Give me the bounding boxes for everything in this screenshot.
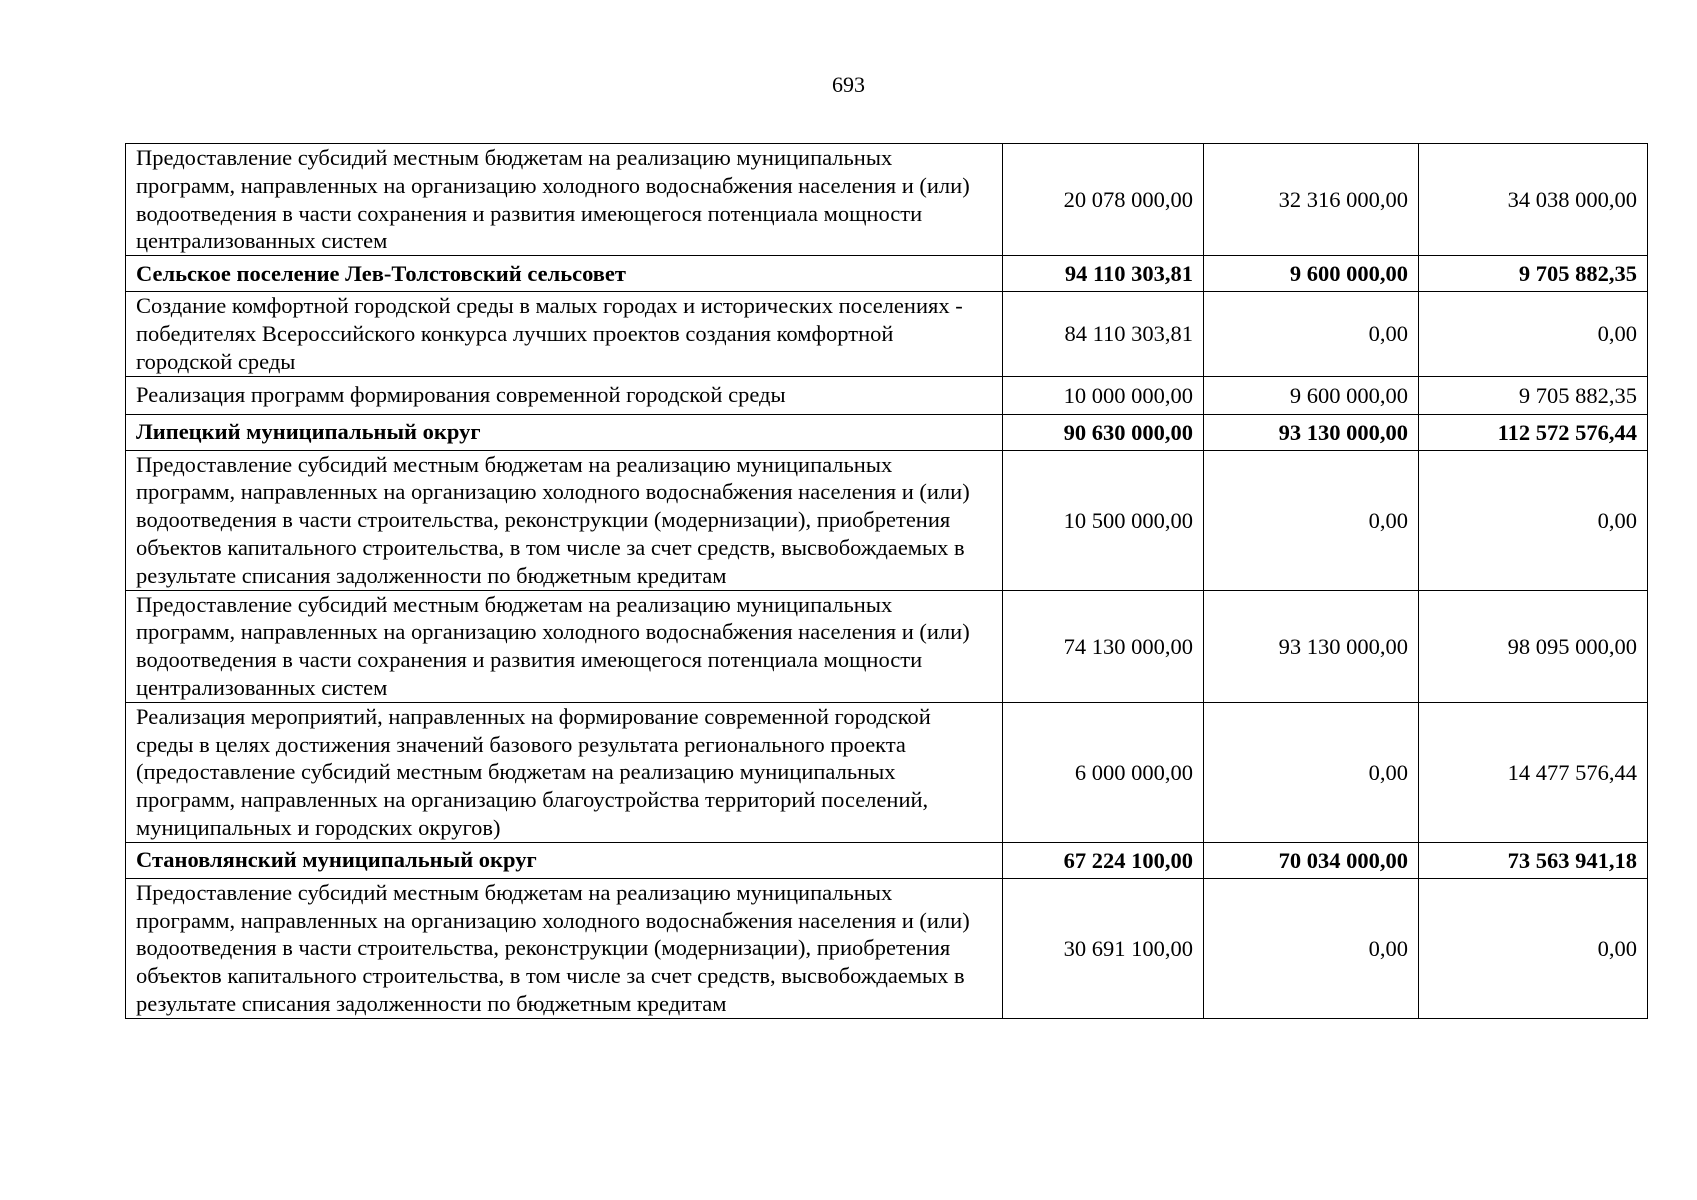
budget-table-body (126, 144, 1648, 1019)
row-value-3-cell: 0,00 (1419, 450, 1648, 590)
row-value-2-cell: 32 316 000,00 (1204, 144, 1419, 256)
row-value-2-cell: 0,00 (1204, 702, 1419, 842)
row-value-1-cell: 67 224 100,00 (1003, 842, 1204, 878)
row-name-cell: Предоставление субсидий местным бюджетам на реализацию муниципальных программ, направленных на организацию холодного водоснабжения населения и (или) водоотведения в части сохранения и развития имеющегося потенциала мощности централизованных систем (126, 144, 1003, 256)
budget-table (125, 143, 1648, 1019)
table-row (126, 376, 1648, 414)
table-row-total (126, 414, 1648, 450)
table-row (126, 590, 1648, 702)
row-name-cell: Предоставление субсидий местным бюджетам на реализацию муниципальных программ, направленных на организацию холодного водоснабжения населения и (или) водоотведения в части сохранения и развития имеющегося потенциала мощности централизованных систем (126, 590, 1003, 702)
table-row (126, 292, 1648, 376)
row-name-cell: Предоставление субсидий местным бюджетам на реализацию муниципальных программ, направленных на организацию холодного водоснабжения населения и (или) водоотведения в части строительства, реконструкции (модернизации), приобретения объектов капитального строительства, в том числе за счет средств, высвобождаемых в результате списания задолженности по бюджетным кредитам (126, 450, 1003, 590)
row-value-1-cell: 30 691 100,00 (1003, 878, 1204, 1018)
row-value-1-cell: 10 000 000,00 (1003, 376, 1204, 414)
table-row (126, 144, 1648, 256)
row-value-1-cell: 20 078 000,00 (1003, 144, 1204, 256)
row-value-2-cell: 0,00 (1204, 450, 1419, 590)
table-row-total (126, 256, 1648, 292)
row-value-3-cell: 14 477 576,44 (1419, 702, 1648, 842)
row-value-3-cell: 73 563 941,18 (1419, 842, 1648, 878)
page-number: 693 (832, 72, 865, 97)
row-value-1-cell: 94 110 303,81 (1003, 256, 1204, 292)
row-value-3-cell: 112 572 576,44 (1419, 414, 1648, 450)
row-name-cell: Сельское поселение Лев-Толстовский сельсовет (126, 256, 1003, 292)
row-name-cell: Становлянский муниципальный округ (126, 842, 1003, 878)
row-value-1-cell: 10 500 000,00 (1003, 450, 1204, 590)
row-value-2-cell: 93 130 000,00 (1204, 414, 1419, 450)
row-value-3-cell: 34 038 000,00 (1419, 144, 1648, 256)
row-name-cell: Создание комфортной городской среды в малых городах и исторических поселениях - победителях Всероссийского конкурса лучших проектов создания комфортной городской среды (126, 292, 1003, 376)
row-value-2-cell: 93 130 000,00 (1204, 590, 1419, 702)
row-value-3-cell: 9 705 882,35 (1419, 256, 1648, 292)
row-value-2-cell: 0,00 (1204, 878, 1419, 1018)
table-row (126, 702, 1648, 842)
row-name-cell: Предоставление субсидий местным бюджетам на реализацию муниципальных программ, направленных на организацию холодного водоснабжения населения и (или) водоотведения в части строительства, реконструкции (модернизации), приобретения объектов капитального строительства, в том числе за счет средств, высвобождаемых в результате списания задолженности по бюджетным кредитам (126, 878, 1003, 1018)
row-value-1-cell: 6 000 000,00 (1003, 702, 1204, 842)
table-row-total (126, 842, 1648, 878)
row-value-1-cell: 74 130 000,00 (1003, 590, 1204, 702)
row-value-2-cell: 9 600 000,00 (1204, 256, 1419, 292)
row-value-2-cell: 70 034 000,00 (1204, 842, 1419, 878)
row-value-1-cell: 90 630 000,00 (1003, 414, 1204, 450)
row-name-cell: Липецкий муниципальный округ (126, 414, 1003, 450)
row-value-3-cell: 0,00 (1419, 878, 1648, 1018)
row-name-cell: Реализация программ формирования современной городской среды (126, 376, 1003, 414)
row-value-3-cell: 9 705 882,35 (1419, 376, 1648, 414)
row-value-2-cell: 0,00 (1204, 292, 1419, 376)
row-value-3-cell: 98 095 000,00 (1419, 590, 1648, 702)
row-value-1-cell: 84 110 303,81 (1003, 292, 1204, 376)
table-row (126, 450, 1648, 590)
row-value-2-cell: 9 600 000,00 (1204, 376, 1419, 414)
table-row (126, 878, 1648, 1018)
row-value-3-cell: 0,00 (1419, 292, 1648, 376)
row-name-cell: Реализация мероприятий, направленных на формирование современной городской среды в целях достижения значений базового результата регионального проекта (предоставление субсидий местным бюджетам на реализацию муниципальных программ, направленных на организацию благоустройства территорий поселений, муниципальных и городских округов) (126, 702, 1003, 842)
